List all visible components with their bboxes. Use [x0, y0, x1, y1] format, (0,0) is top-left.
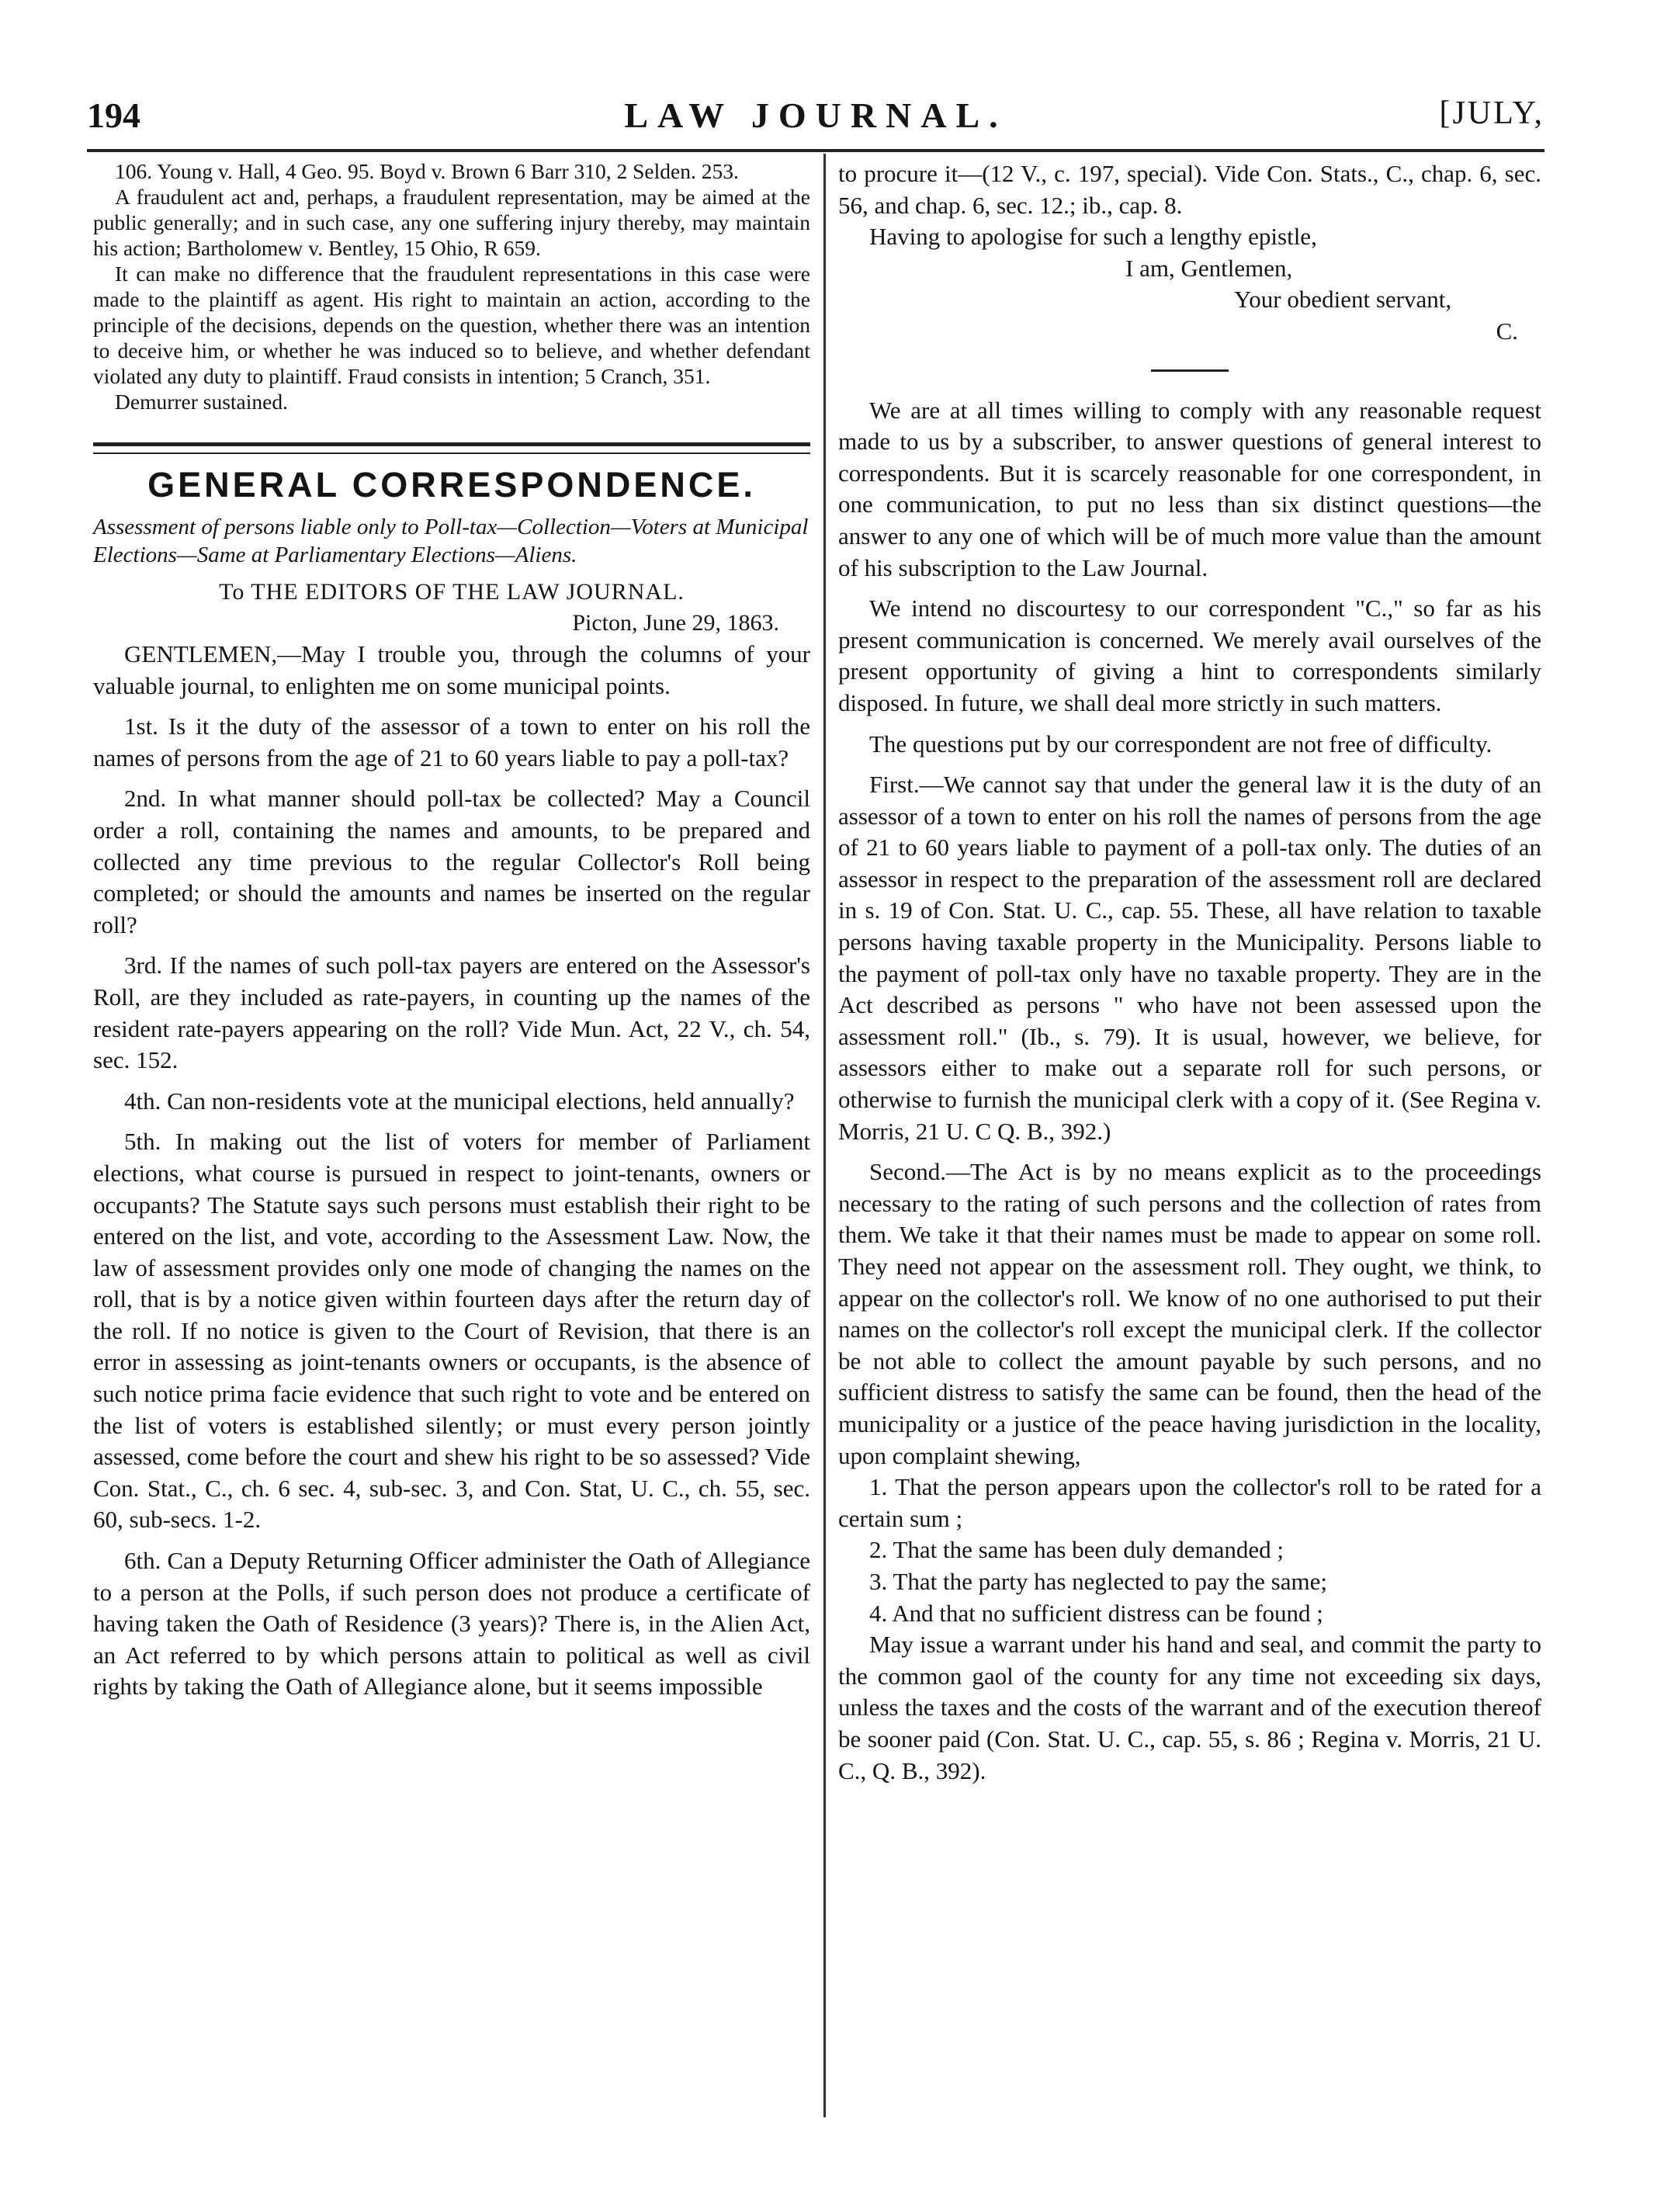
- reply-paragraph: We are at all times willing to comply with any reasonable request made to us by a subscriber, to answer questions of general interest to correspondents. But it is scarcely reasonable for one correspondent, in one communication, to put no less than six distinct questions—the answer to any one of which will be of much more value than the amount of his subscription to the Law Journal.: [838, 396, 1541, 581]
- reply-paragraph: May issue a warrant under his hand and seal, and commit the party to the common gaol of the county for any time not exceeding six days, unless the taxes and the costs of the warrant and of the execution thereof be sooner paid (Con. Stat. U. C., cap. 55, s. 86 ; Regina v. Morris, 21 U. C., Q. B., 392).: [838, 1631, 1541, 1784]
- section-rule: [93, 442, 810, 446]
- header-rule: [87, 149, 1544, 152]
- question-2: 2nd. In what manner should poll-tax be collected? May a Council order a roll, containing the names and amounts, to be prepared and collected any time previous to the regular Collector's Roll being completed; or should the amounts and names be inserted on the regular roll?: [93, 785, 810, 938]
- question-1: 1st. Is it the duty of the assessor of a town to enter on his roll the names of persons from the age of 21 to 60 years liable to pay a poll-tax?: [93, 712, 810, 771]
- letter-body: [93, 639, 810, 1703]
- question-5: 5th. In making out the list of voters for member of Parliament elections, what course is pursued in respect to joint-tenants, owners or occupants? The Statute says such persons must establish their right to be entered on the list, and vote, according to the Assessment Law. Now, the law of assessment provides only one mode of changing the names on the roll, that is by a notice given within fourteen days after the return day of the roll. If no notice is given to the Court of Revision, that there is an error in assessing as joint-tenants owners or occupants, is the absence of such notice prima facie evidence that such right to vote and be entered on the list of voters is established silently; or must every person jointly assessed, come before the court and shew his right to be so assessed? Vide Con. Stat., C., ch. 6 sec. 4, sub-sec. 3, and Con. Stat, U. C., ch. 55, sec. 60, sub-secs. 1-2.: [93, 1128, 810, 1534]
- case-result: Demurrer sustained.: [115, 390, 288, 414]
- right-column: [838, 158, 1541, 1796]
- issue-month: [JULY,: [1439, 95, 1544, 131]
- reply-second: Second.—The Act is by no means explicit as to the proceedings necessary to the rating of such persons and the collection of rates from them. We take it that their names must be made to appear on some roll. They need not appear on the assessment roll. They ought, we think, to appear on the collector's roll. We know of no one authorised to put their names on the collector's roll except the municipal clerk. If the collector be not able to collect the amount payable by such persons, and no sufficient distress to satisfy the same can be found, then the head of the municipality or a justice of the peace having jurisdiction in the locality, upon complaint shewing,: [838, 1158, 1541, 1469]
- case-paragraph: It can make no difference that the fraudulent representations in this case were made to the plaintiff as agent. His right to maintain an action, according to the principle of the decisions, depends on the question, whether there was an intention to deceive him, or whether he was induced so to believe, and whether defendant violated any duty to plaintiff. Fraud consists in intention; 5 Cranch, 351.: [93, 262, 810, 388]
- letter-dateline: Picton, June 29, 1863.: [572, 610, 779, 636]
- journal-title: LAW JOURNAL.: [624, 95, 1007, 135]
- short-rule: [1151, 369, 1229, 372]
- reply-paragraph: We intend no discourtesy to our correspondent "C.," so far as his present communication is concerned. We merely avail ourselves of the present opportunity of giving a hint to correspondents similarly disposed. In future, we shall deal more strictly in such matters.: [838, 595, 1541, 716]
- closing-line: Having to apologise for such a lengthy epistle,: [869, 223, 1317, 251]
- list-item: 4. And that no sufficient distress can be found ;: [869, 1599, 1323, 1627]
- question-3: 3rd. If the names of such poll-tax payers are entered on the Assessor's Roll, are they included as rate-payers, in counting up the names of the resident rate-payers appearing on the roll? Vide Mun. Act, 22 V., ch. 54, sec. 152.: [93, 952, 810, 1074]
- reply-paragraph: The questions put by our correspondent are not free of difficulty.: [869, 730, 1492, 758]
- question-6-continued: to procure it—(12 V., c. 197, special). Vide Con. Stats., C., chap. 6, sec. 56, and chap. 6, sec. 12.; ib., cap. 8.: [838, 160, 1541, 219]
- closing-salutation: I am, Gentlemen,: [1125, 254, 1293, 282]
- closing-valediction: Your obedient servant,: [1234, 286, 1452, 314]
- question-6: 6th. Can a Deputy Returning Officer administer the Oath of Allegiance to a person at the Polls, if such person does not produce a certificate of having taken the Oath of Residence (3 years)? There is, in the Alien Act, an Act referred to by which persons attain to political as well as civil rights by taking the Oath of Allegiance alone, but it seems impossible: [93, 1547, 810, 1701]
- case-note: [93, 158, 810, 414]
- list-item: 1. That the person appears upon the collector's roll to be rated for a certain sum ;: [838, 1473, 1541, 1532]
- case-citation: 106. Young v. Hall, 4 Geo. 95. Boyd v. Brown 6 Barr 310, 2 Selden. 253.: [115, 159, 739, 183]
- letter-continuation: [838, 158, 1541, 221]
- section-rule: [93, 452, 810, 454]
- left-column: [93, 158, 810, 1712]
- conditions-list: [838, 1472, 1541, 1629]
- list-item: 2. That the same has been duly demanded ;: [869, 1536, 1284, 1564]
- reply-first: First.—We cannot say that under the general law it is the duty of an assessor of a town to enter on his roll the names of persons from the age of 21 to 60 years liable to payment of a poll-tax only. The duties of an assessor in respect to the preparation of the assessment roll are declared in s. 19 of Con. Stat. U. C., cap. 55. These, all have relation to taxable persons having taxable property in the Municipality. Persons liable to the payment of poll-tax only have no taxable property. They are in the Act described as persons " who have not been assessed upon the assessment roll." (Ib., s. 79). It is usual, however, we believe, for assessors either to make out a separate roll for such persons, or otherwise to furnish the municipal clerk with a copy of it. (See Regina v. Morris, 21 U. C Q. B., 392.): [838, 771, 1541, 1145]
- letter-closing: [838, 221, 1541, 347]
- question-4: 4th. Can non-residents vote at the municipal elections, held annually?: [124, 1087, 795, 1115]
- list-item: 3. That the party has neglected to pay the same;: [869, 1567, 1327, 1595]
- editor-reply: [838, 395, 1541, 1787]
- section-title: GENERAL CORRESPONDENCE.: [147, 465, 756, 504]
- letter-paragraph: GENTLEMEN,—May I trouble you, through the columns of your valuable journal, to enlighten me on some municipal points.: [93, 640, 810, 699]
- page-number: 194: [87, 95, 140, 135]
- signature: C.: [1496, 317, 1518, 345]
- letter-addressee: To THE EDITORS OF THE LAW JOURNAL.: [219, 579, 685, 605]
- running-header: [87, 95, 1544, 143]
- letter-subject: Assessment of persons liable only to Poll-tax—Collection—Voters at Municipal Elections—Same at Parliamentary Elections—Aliens.: [93, 515, 809, 567]
- case-paragraph: A fraudulent act and, perhaps, a fraudulent representation, may be aimed at the public generally; and in such case, any one suffering injury thereby, may maintain his action; Bartholomew v. Bentley, 15 Ohio, R 659.: [93, 185, 810, 260]
- column-divider: [823, 154, 826, 2117]
